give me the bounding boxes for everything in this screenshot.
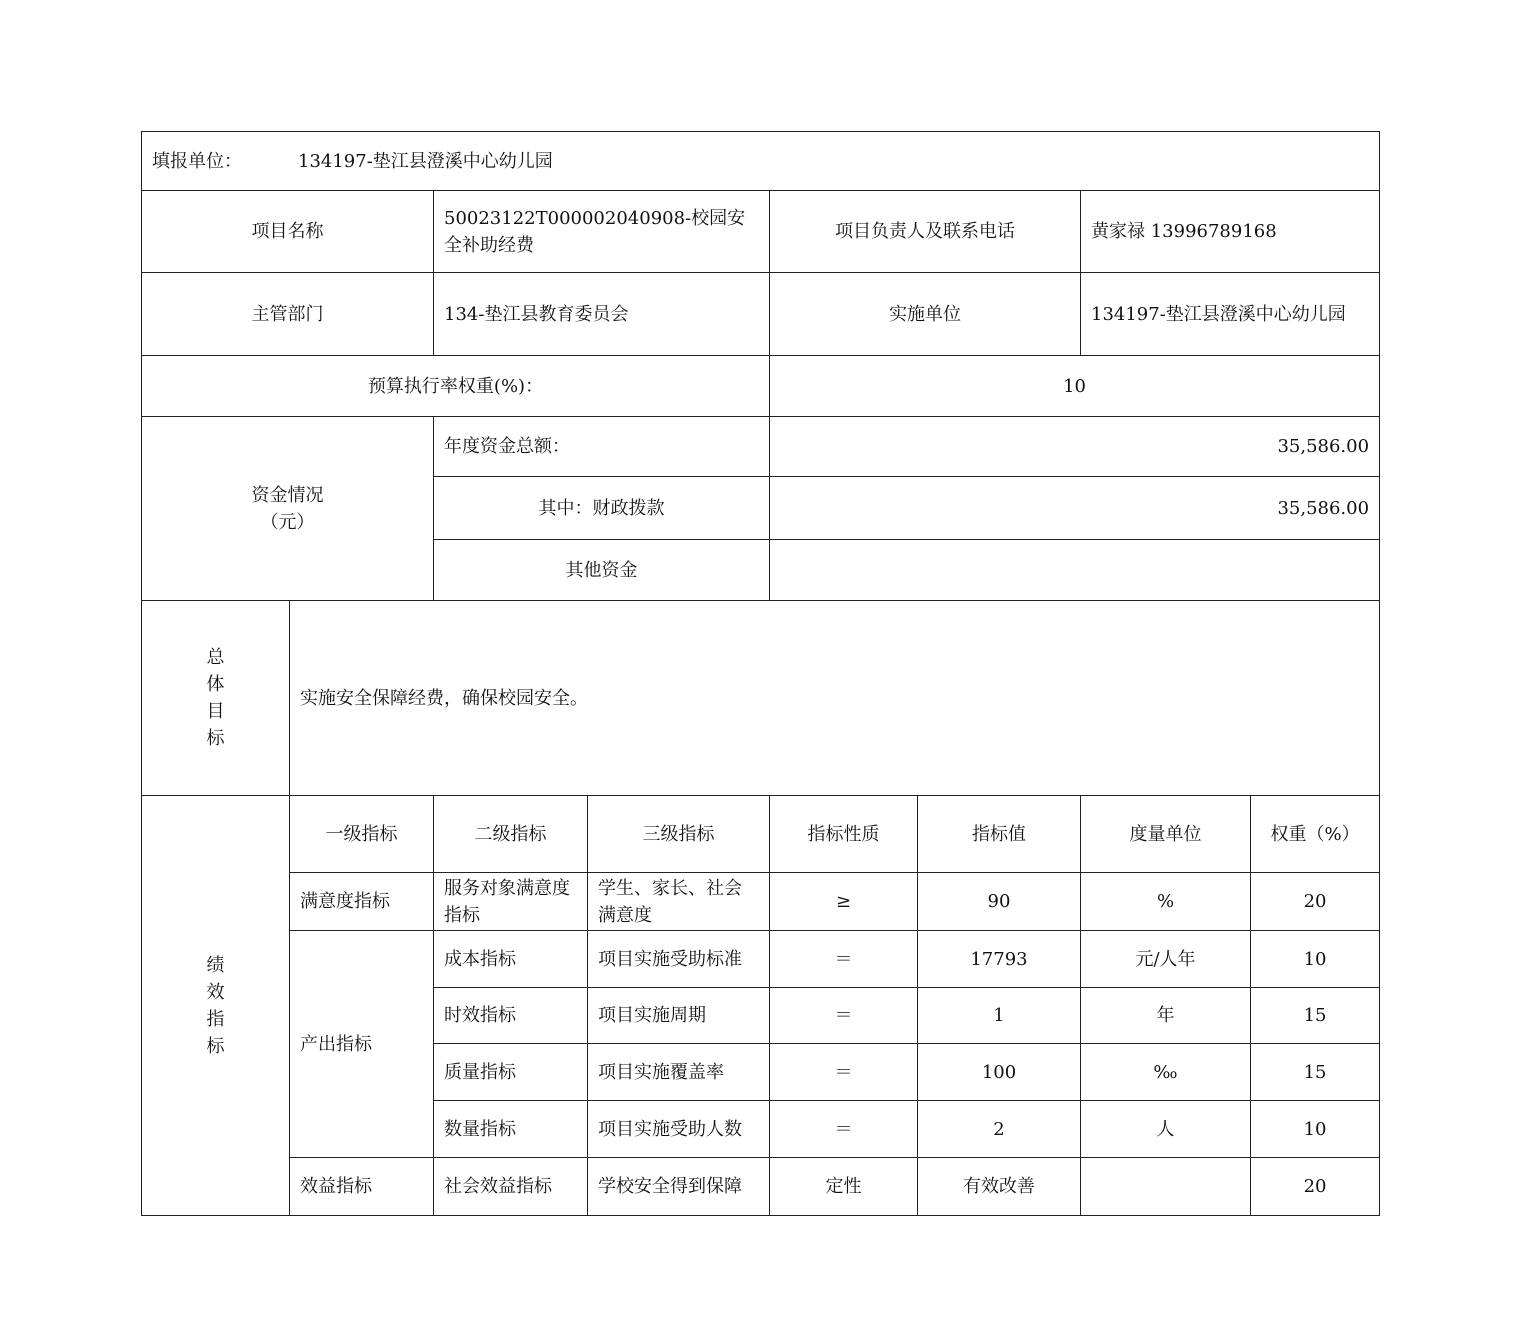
performance-label-char: 标: [206, 1035, 225, 1057]
level2-cell: 社会效益指标: [434, 1158, 588, 1216]
department-row: [142, 273, 1380, 356]
unit-cell: 元/人年: [1081, 931, 1251, 988]
level1-cell: 产出指标: [290, 931, 434, 1158]
indicator-header-row: [142, 796, 1380, 873]
department-value: 134-垫江县教育委员会: [434, 273, 770, 356]
level3-cell: 项目实施受助人数: [588, 1101, 770, 1158]
funds-label-line2: （元）: [260, 511, 315, 533]
reporting-unit-row: [142, 132, 1380, 191]
level1-cell: 效益指标: [290, 1158, 434, 1216]
funds-other-label: 其他资金: [434, 540, 770, 601]
level3-cell: 项目实施覆盖率: [588, 1044, 770, 1101]
funds-label: [142, 417, 434, 601]
table-row: [142, 873, 1380, 931]
table-row: [142, 1158, 1380, 1216]
department-label: 主管部门: [142, 273, 434, 356]
project-name-row: [142, 191, 1380, 273]
value-cell: 有效改善: [918, 1158, 1081, 1216]
unit-cell: ‰: [1081, 1044, 1251, 1101]
header-weight: 权重（%）: [1251, 796, 1380, 873]
project-contact-label: 项目负责人及联系电话: [770, 191, 1081, 273]
overall-goal-label: [142, 601, 290, 796]
value-cell: 1: [918, 988, 1081, 1044]
weight-cell: 20: [1251, 1158, 1380, 1216]
value-cell: 100: [918, 1044, 1081, 1101]
header-level3: 三级指标: [588, 796, 770, 873]
overall-goal-char: 体: [206, 674, 225, 695]
weight-cell: 15: [1251, 1044, 1380, 1101]
header-nature: 指标性质: [770, 796, 918, 873]
performance-label-char: 效: [206, 981, 225, 1003]
value-cell: 2: [918, 1101, 1081, 1158]
implementing-unit-value: 134197-垫江县澄溪中心幼儿园: [1081, 273, 1380, 356]
nature-cell: ＝: [770, 988, 918, 1044]
overall-goal-text: 实施安全保障经费，确保校园安全。: [290, 601, 1380, 796]
implementing-unit-label: 实施单位: [770, 273, 1081, 356]
performance-label-char: 绩: [206, 954, 225, 976]
nature-cell: ＝: [770, 931, 918, 988]
header-value: 指标值: [918, 796, 1081, 873]
weight-cell: 15: [1251, 988, 1380, 1044]
weight-cell: 20: [1251, 873, 1380, 931]
nature-cell: 定性: [770, 1158, 918, 1216]
funds-total-label: 年度资金总额：: [434, 417, 770, 477]
budget-weight-label: 预算执行率权重(%)：: [142, 356, 770, 417]
level3-cell: 学校安全得到保障: [588, 1158, 770, 1216]
funds-total-row: [142, 417, 1380, 477]
reporting-unit-value: 134197-垫江县澄溪中心幼儿园: [298, 150, 553, 172]
header-level1: 一级指标: [290, 796, 434, 873]
reporting-unit-cell: [142, 132, 1380, 191]
level2-cell: 质量指标: [434, 1044, 588, 1101]
unit-cell: 年: [1081, 988, 1251, 1044]
nature-cell: ＝: [770, 1044, 918, 1101]
project-name-value: 50023122T000002040908-校园安全补助经费: [434, 191, 770, 273]
value-cell: 17793: [918, 931, 1081, 988]
header-unit: 度量单位: [1081, 796, 1251, 873]
level2-cell: 时效指标: [434, 988, 588, 1044]
performance-target-table: [141, 131, 1380, 1216]
performance-label-char: 指: [206, 1008, 225, 1030]
reporting-unit-label: 填报单位：: [152, 150, 242, 172]
value-cell: 90: [918, 873, 1081, 931]
nature-cell: ≥: [770, 873, 918, 931]
project-name-label: 项目名称: [142, 191, 434, 273]
performance-indicator-label: [142, 796, 290, 1216]
level3-cell: 项目实施受助标准: [588, 931, 770, 988]
funds-label-line1: 资金情况: [251, 484, 324, 506]
table-row: [142, 931, 1380, 988]
unit-cell: %: [1081, 873, 1251, 931]
overall-goal-char: 标: [206, 728, 225, 749]
project-contact-value: 黄家禄 13996789168: [1081, 191, 1380, 273]
level3-cell: 项目实施周期: [588, 988, 770, 1044]
unit-cell: 人: [1081, 1101, 1251, 1158]
funds-fiscal-value: 35,586.00: [770, 477, 1380, 540]
header-level2: 二级指标: [434, 796, 588, 873]
weight-cell: 10: [1251, 931, 1380, 988]
level2-cell: 成本指标: [434, 931, 588, 988]
overall-goal-char: 目: [206, 701, 225, 722]
level3-cell: 学生、家长、社会满意度: [588, 873, 770, 931]
funds-fiscal-label: 其中：财政拨款: [434, 477, 770, 540]
nature-cell: ＝: [770, 1101, 918, 1158]
funds-total-value: 35,586.00: [770, 417, 1380, 477]
overall-goal-char: 总: [206, 647, 225, 668]
level2-cell: 服务对象满意度指标: [434, 873, 588, 931]
funds-other-value: [770, 540, 1380, 601]
budget-weight-value: 10: [770, 356, 1380, 417]
budget-weight-row: [142, 356, 1380, 417]
overall-goal-row: [142, 601, 1380, 796]
level2-cell: 数量指标: [434, 1101, 588, 1158]
unit-cell: [1081, 1158, 1251, 1216]
level1-cell: 满意度指标: [290, 873, 434, 931]
weight-cell: 10: [1251, 1101, 1380, 1158]
